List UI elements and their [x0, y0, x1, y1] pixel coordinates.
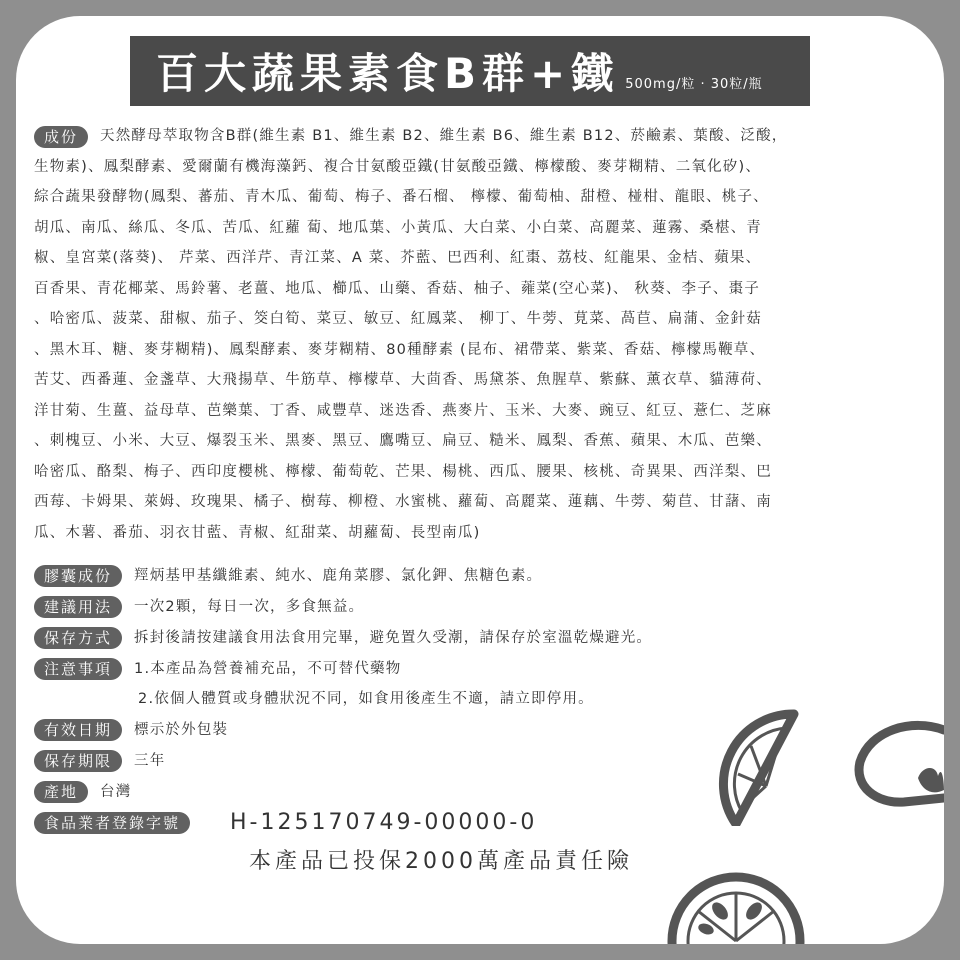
ingredients-line: 天然酵母萃取物含B群(維生素 B1、維生素 B2、維生素 B6、維生素 B12、菸鹼素、葉酸、泛酸，	[100, 128, 788, 144]
ingredients-line: 瓜、木薯、番茄、羽衣甘藍、青椒、紅甜菜、胡蘿蔔、長型南瓜)	[34, 524, 481, 541]
ingredients-label: 成份	[34, 126, 88, 148]
usage-label: 建議用法	[34, 596, 122, 618]
ingredients-line: 胡瓜、南瓜、絲瓜、冬瓜、苦瓜、紅蘿 蔔、地瓜葉、小黃瓜、大白菜、小白菜、高麗菜、蓮霧、桑椹、青	[34, 219, 763, 236]
storage-text: 拆封後請按建議食用法食用完畢，避免置久受潮，請保存於室溫乾燥避光。	[134, 630, 653, 646]
ingredients-line: 、刺槐豆、小米、大豆、爆裂玉米、黑麥、黑豆、鷹嘴豆、扁豆、糙米、鳳梨、香蕉、蘋果、木瓜、芭樂、	[34, 433, 772, 449]
origin-text: 台灣	[100, 784, 132, 800]
ingredients-line: 椒、皇宮菜(落葵)、 芹菜、西洋芹、青江菜、A 菜、芥藍、巴西利、紅棗、荔枝、紅龍果、金桔、蘋果、	[34, 250, 762, 266]
storage-label: 保存方式	[34, 627, 122, 649]
usage-text: 一次2顆，每日一次，多食無益。	[134, 599, 365, 615]
expiry-text: 標示於外包裝	[134, 722, 229, 738]
ingredients-line: 生物素)、鳳梨酵素、愛爾蘭有機海藻鈣、複合甘氨酸亞鐵(甘氨酸亞鐵、檸檬酸、麥芽糊精、二氧化矽)、	[34, 158, 762, 175]
expiry-label: 有效日期	[34, 719, 122, 741]
ingredients-line: 哈密瓜、酪梨、梅子、西印度櫻桃、檸檬、葡萄乾、芒果、楊桃、西瓜、腰果、核桃、奇異果、西洋梨、巴	[34, 463, 772, 480]
notes-label: 注意事項	[34, 658, 122, 680]
capsule-label: 膠囊成份	[34, 565, 122, 587]
ingredients-line: 洋甘菊、生薑、益母草、芭樂葉、丁香、咸豐草、迷迭香、燕麥片、玉米、大麥、豌豆、紅豆、薏仁、芝麻	[34, 402, 772, 419]
ingredients-line: 綜合蔬果發酵物(鳳梨、蕃茄、青木瓜、葡萄、梅子、番石榴、 檸檬、葡萄柚、甜橙、椪柑、龍眼、桃子、	[34, 189, 769, 205]
shelf-life-label: 保存期限	[34, 750, 122, 772]
ingredients-line: 百香果、青花椰菜、馬鈴薯、老薑、地瓜、櫛瓜、山藥、香菇、柚子、蕹菜(空心菜)、 秋葵、李子、棗子	[34, 280, 761, 297]
strawberry-icon	[852, 716, 944, 816]
title-bar	[130, 36, 810, 106]
capsule-row	[34, 561, 542, 591]
orange-slice-icon	[706, 706, 806, 826]
ingredients-line: 、哈密瓜、菠菜、甜椒、茄子、筊白筍、菜豆、敏豆、紅鳳菜、 柳丁、牛蒡、莧菜、萵苣、扁蒲、金針菇	[34, 311, 763, 327]
origin-label: 產地	[34, 781, 88, 803]
citrus-slice-icon	[666, 871, 806, 944]
storage-row	[34, 623, 652, 653]
capsule-text: 羥炳基甲基纖維素、純水、鹿角菜膠、氯化鉀、焦糖色素。	[134, 568, 543, 584]
product-spec: 500mg/粒 · 30粒/瓶	[625, 76, 763, 92]
ingredients-section	[34, 121, 924, 548]
notes-row	[34, 654, 594, 714]
origin-row	[34, 777, 131, 807]
usage-row	[34, 592, 364, 622]
shelf-life-row	[34, 746, 165, 776]
ingredients-line: 西莓、卡姆果、萊姆、玫瑰果、橘子、樹莓、柳橙、水蜜桃、蘿蔔、高麗菜、蓮藕、牛蒡、菊苣、甘藷、南	[34, 494, 772, 510]
shelf-life-text: 三年	[134, 753, 166, 769]
registration-number: H-125170749-00000-0	[230, 810, 538, 835]
label-card	[16, 16, 944, 944]
insurance-statement: 本產品已投保2000萬產品責任險	[249, 849, 633, 874]
notes-item: 2.依個人體質或身體狀況不同，如食用後產生不適，請立即停用。	[138, 691, 594, 707]
product-title: 百大蔬果素食B群+鐵	[156, 49, 620, 98]
expiry-row	[34, 715, 228, 745]
registration-row	[34, 808, 537, 838]
notes-item: 1.本產品為營養補充品，不可替代藥物	[134, 661, 402, 677]
ingredients-line: 、黑木耳、糖、麥芽糊精)、鳳梨酵素、麥芽糊精、80種酵素 (昆布、裙帶菜、紫菜、香菇、檸檬馬鞭草、	[34, 341, 766, 358]
ingredients-line: 苦艾、西番蓮、金盞草、大飛揚草、牛筋草、檸檬草、大茴香、馬黛茶、魚腥草、紫蘇、薰衣草、貓薄荷、	[34, 372, 772, 388]
registration-label: 食品業者登錄字號	[34, 812, 190, 834]
